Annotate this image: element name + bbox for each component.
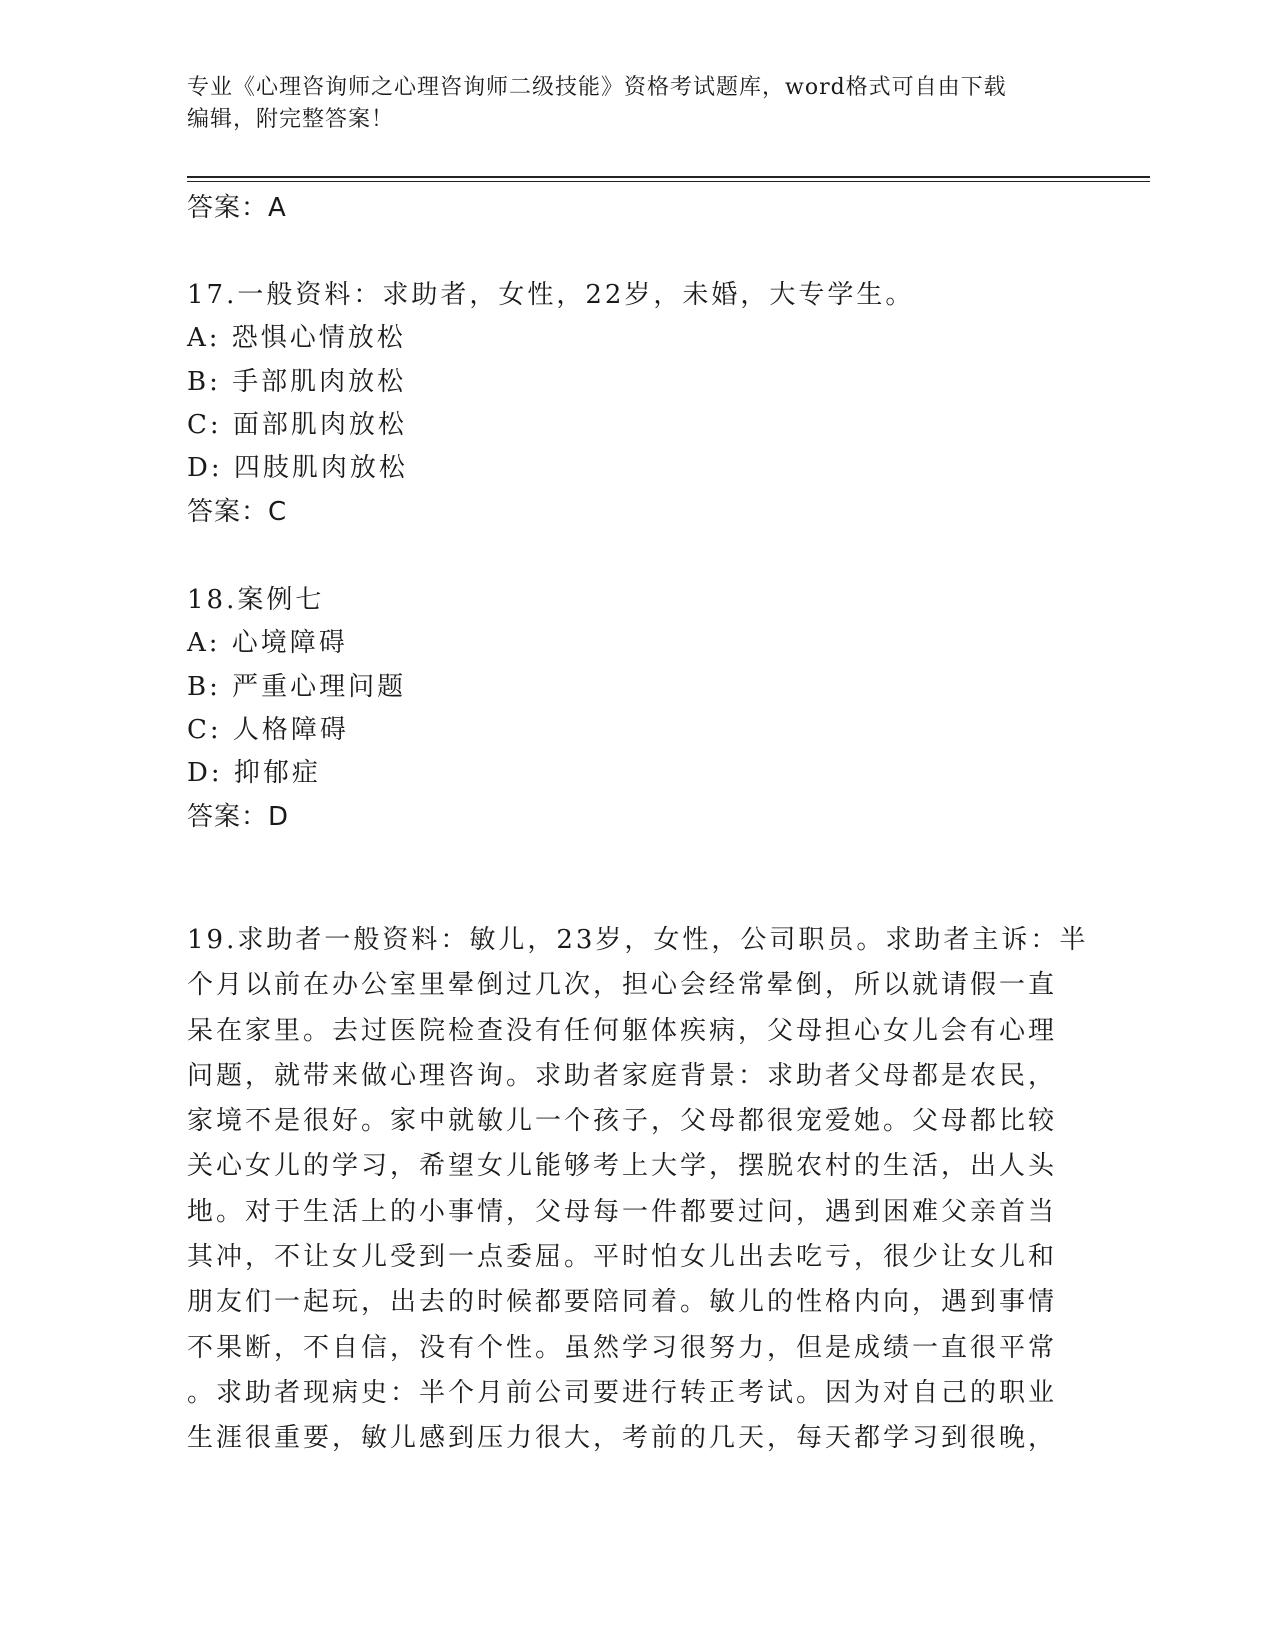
question-19-line: 其冲，不让女儿受到一点委屈。平时怕女儿出去吃亏，很少让女儿和 (187, 1242, 1058, 1273)
question-19-line: 家境不是很好。家中就敏儿一个孩子，父母都很宠爱她。父母都比较 (187, 1106, 1058, 1137)
question-17-stem: 17.一般资料：求助者，女性，22岁，未婚，大专学生。 (187, 280, 915, 310)
question-18-option-b: B: 严重心理问题 (187, 672, 407, 702)
header-divider-thick (187, 176, 1150, 178)
question-19-line: 19.求助者一般资料：敏儿，23岁，女性，公司职员。求助者主诉：半 (187, 925, 1089, 955)
question-19-line: 朋友们一起玩，出去的时候都要陪同着。敏儿的性格内向，遇到事情 (187, 1287, 1058, 1318)
question-19-line: 问题，就带来做心理咨询。求助者家庭背景：求助者父母都是农民， (187, 1060, 1058, 1091)
question-18-answer: 答案：D (187, 802, 290, 832)
question-19-line: 地。对于生活上的小事情，父母每一件都要过问，遇到困难父亲首当 (187, 1196, 1058, 1227)
header-divider-thin (187, 181, 1150, 182)
document-header (187, 72, 1067, 136)
header-line-1: 专业《心理咨询师之心理咨询师二级技能》资格考试题库，word格式可自由下载 (187, 75, 1007, 100)
question-19-line: 生涯很重要，敏儿感到压力很大，考前的几天，每天都学习到很晚， (187, 1423, 1058, 1454)
question-19-line: 关心女儿的学习，希望女儿能够考上大学，摆脱农村的生活，出人头 (187, 1151, 1058, 1182)
question-19-line: 呆在家里。去过医院检查没有任何躯体疾病，父母担心女儿会有心理 (187, 1015, 1058, 1046)
question-18-option-d: D: 抑郁症 (187, 758, 321, 788)
question-18-option-c: C: 人格障碍 (187, 715, 349, 745)
question-19-line: 不果断，不自信，没有个性。虽然学习很努力，但是成绩一直很平常 (187, 1332, 1058, 1363)
question-19-paragraph (187, 918, 1092, 1462)
question-19-line: 。求助者现病史：半个月前公司要进行转正考试。因为对自己的职业 (187, 1377, 1058, 1408)
answer-previous: 答案：A (187, 193, 287, 223)
question-17-answer: 答案：C (187, 497, 288, 527)
question-17-option-b: B: 手部肌肉放松 (187, 367, 407, 397)
question-17-option-a: A: 恐惧心情放松 (187, 323, 406, 353)
question-18-stem: 18.案例七 (187, 585, 325, 615)
header-line-2: 编辑，附完整答案！ (187, 107, 395, 132)
question-17-option-d: D: 四肢肌肉放松 (187, 453, 408, 483)
question-17-option-c: C: 面部肌肉放松 (187, 410, 407, 440)
question-19-line: 个月以前在办公室里晕倒过几次，担心会经常晕倒，所以就请假一直 (187, 970, 1058, 1001)
question-18-option-a: A: 心境障碍 (187, 628, 348, 658)
